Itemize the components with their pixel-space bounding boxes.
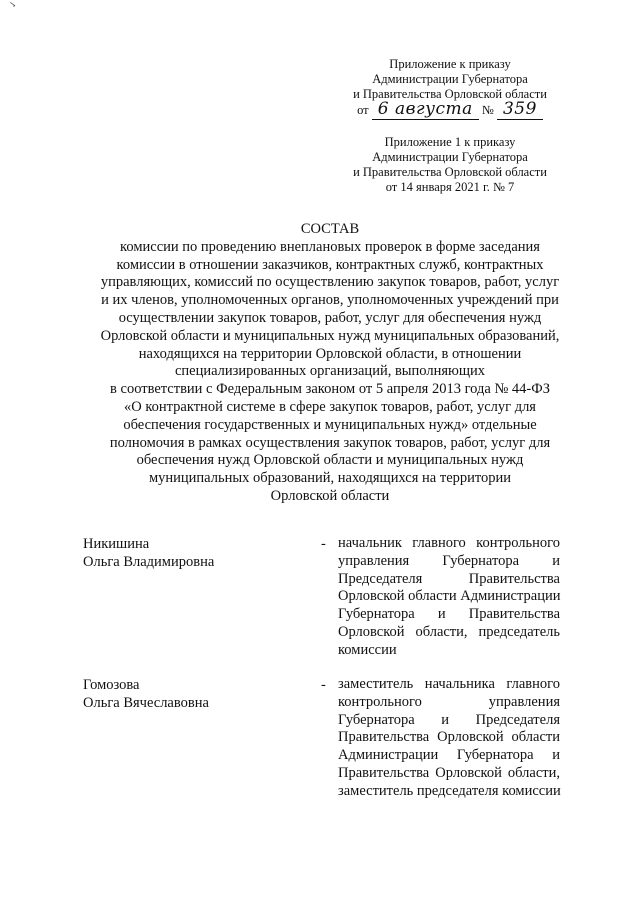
title-line: обеспечения нужд Орловской области и муниципальных нужд [136,452,524,469]
title-heading: СОСТАВ [300,221,360,237]
position-line: Орловской области Администрации [338,588,561,605]
annex-original-order [340,135,560,195]
position-line: заместитель председателя комиссии [338,782,561,799]
position-line: Губернатора и Правительства [338,606,560,623]
document-title [90,221,570,506]
member-surname: Никишина [83,536,150,552]
title-line: Орловской области и муниципальных нужд муниципальных образований, [100,327,560,344]
title-line: управляющих, комиссий по осуществлению закупок товаров, работ, услуг [100,274,560,291]
annex-line: Приложение 1 к приказу [384,135,516,149]
margin-check-mark: ✓ [8,0,18,8]
annex-line: от 14 января 2021 г. № 7 [385,180,515,194]
title-line: комиссии по проведению внеплановых проверок в форме заседания [120,238,540,255]
member-name [83,535,214,571]
annex-line: Администрации Губернатора [372,150,528,164]
member-surname: Гомозова [83,677,140,693]
member-first-name: Ольга Вячеславовна [83,695,209,711]
position-line: комиссии [338,641,397,658]
member-position [338,676,560,801]
position-line: Правительства Орловской области, [338,764,560,781]
number-prefix: № [481,103,494,117]
member-name [83,676,209,712]
title-line: комиссии в отношении заказчиков, контрактных служб, контрактных [116,256,544,273]
title-line: находящихся на территории Орловской области, в отношении [138,345,522,362]
position-line: заместитель начальника главного [338,676,560,692]
position-line: контрольного управления [338,693,560,710]
title-line: обеспечения государственных и муниципальных нужд» отдельные [123,416,537,433]
position-line: Губернатора и Председателя [338,711,560,728]
annex-line: Приложение к приказу [389,57,511,71]
title-line: Орловской области [270,487,390,504]
annex-line: и Правительства Орловской области [353,87,547,101]
position-line: Председателя Правительства [338,570,560,587]
position-line: начальник главного контрольного [338,535,560,551]
date-prefix: от [357,103,369,117]
title-line: и их членов, уполномоченных органов, уполномоченных учреждений при [101,292,559,309]
annex-current-order [340,57,560,118]
annex-line: и Правительства Орловской области [353,165,547,179]
handwritten-date: 6 августа [372,99,479,120]
position-line: Правительства Орловской области [338,729,560,746]
member-dash: - [321,677,326,693]
title-line: в соответствии с Федеральным законом от 5 апреля 2013 года № 44-ФЗ [110,381,550,398]
member-dash: - [321,536,326,552]
annex-line: Администрации Губернатора [372,72,528,86]
position-line: Администрации Губернатора и [338,747,560,764]
position-line: управления Губернатора и [338,552,560,569]
annex-date-line [340,99,560,119]
title-line: «О контрактной системе в сфере закупок товаров, работ, услуг для [124,398,536,415]
member-first-name: Ольга Владимировна [83,554,215,570]
title-line: осуществлении закупок товаров, работ, услуг для обеспечения нужд [118,309,542,326]
position-line: Орловской области, председатель [338,623,560,640]
title-line: специализированных организаций, выполняющих [174,363,486,380]
member-position [338,535,560,660]
title-line: муниципальных образований, находящихся на территории [148,470,512,487]
title-line: полномочия в рамках осуществления закупок товаров, работ, услуг для [109,434,551,451]
handwritten-number: 359 [497,99,543,120]
